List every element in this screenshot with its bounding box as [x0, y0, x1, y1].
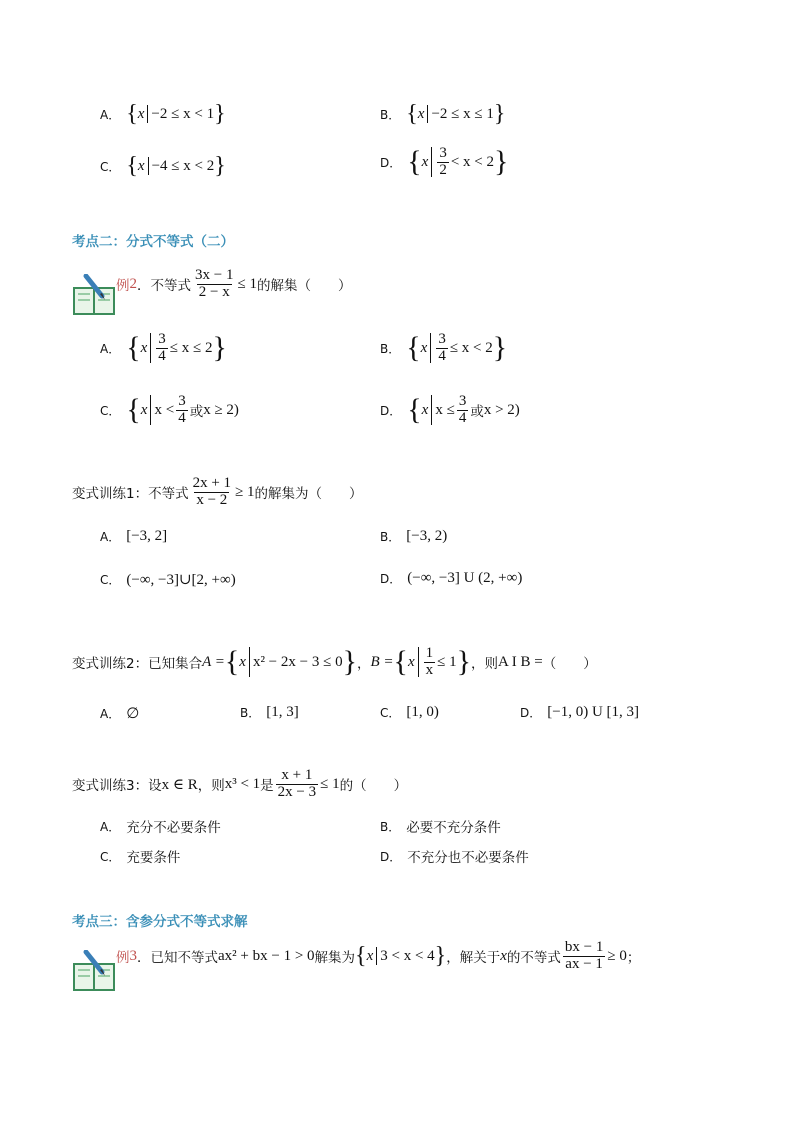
set-expression: { x −2 ≤ x ≤ 1 }: [406, 101, 506, 127]
v1-option-c: C． (−∞, −3]∪[2, +∞): [100, 572, 236, 588]
section-heading: 考点三：含参分式不等式求解: [72, 914, 248, 930]
v1-option-a: A． [−3, 2]: [100, 528, 168, 544]
q1-option-b: B． { x −2 ≤ x ≤ 1 }: [380, 101, 506, 127]
example-2-question: 例 2 ．不等式 $\frac{3x - 1}{2 - x}$ ≤ 1 的解集（ ）: [116, 267, 352, 300]
v3-option-a: A． 充分不必要条件: [100, 819, 221, 836]
variant-3-question: 变式训练3：设 x ∈ R ，则 x³ < 1 是 $\frac{x + 1}{2x - 3}$ ≤ 1 的（ ）: [72, 767, 408, 800]
variant-1-question: 变式训练1：不等式 $\frac{2x + 1}{x - 2}$ ≥ 1 的解集为（ ）: [72, 475, 363, 508]
v1-option-d: D． (−∞, −3] U (2, +∞): [380, 570, 523, 586]
ex2-option-c: C． { x x < $\frac{3}{4}$ 或 x ≥ 2): [100, 393, 239, 427]
ex2-option-a: A． { x $\frac{3}{4}$ ≤ x ≤ 2 }: [100, 331, 227, 365]
v3-option-d: D． 不充分也不必要条件: [380, 849, 529, 866]
section-heading: 考点二：分式不等式（二）: [72, 234, 234, 250]
set-expression: { x −2 ≤ x < 1 }: [126, 101, 226, 127]
set-expression: { x −4 ≤ x < 2 }: [126, 153, 226, 179]
book-icon: [72, 274, 118, 320]
v3-option-b: B． 必要不充分条件: [380, 819, 501, 836]
q1-option-c: C． { x −4 ≤ x < 2 }: [100, 153, 226, 179]
set-expression: { x $\frac{3}{2}$ < x < 2 }: [407, 145, 509, 179]
v1-option-b: B． [−3, 2): [380, 528, 448, 544]
ex2-option-d: D． { x x ≤ $\frac{3}{4}$ 或 x > 2): [380, 393, 520, 427]
v2-option-d: D． [−1, 0) U [1, 3]: [520, 704, 640, 720]
v3-option-c: C． 充要条件: [100, 849, 181, 866]
v2-option-a: A． ∅: [100, 706, 140, 722]
example-3-question: 例 3 ．已知不等式 ax² + bx − 1 > 0 解集为 { x 3 < x < 4 } ，解关于 x 的不等式 $\frac{bx - 1}{ax - 1}$ ≥ 0 ；: [116, 939, 641, 972]
q1-option-a: A． { x −2 ≤ x < 1 }: [100, 101, 226, 127]
variant-2-question: 变式训练2：已知集合 A = { x x² − 2x − 3 ≤ 0 } ， B = { x $\frac{1}{x}$ ≤ 1 } ，则 A I B = （ ）: [72, 645, 597, 679]
v2-option-b: B． [1, 3]: [240, 704, 299, 720]
book-icon: [72, 950, 118, 996]
ex2-option-b: B． { x $\frac{3}{4}$ ≤ x < 2 }: [380, 331, 508, 365]
v2-option-c: C． [1, 0): [380, 704, 439, 720]
q1-option-d: D． { x $\frac{3}{2}$ < x < 2 }: [380, 145, 509, 179]
